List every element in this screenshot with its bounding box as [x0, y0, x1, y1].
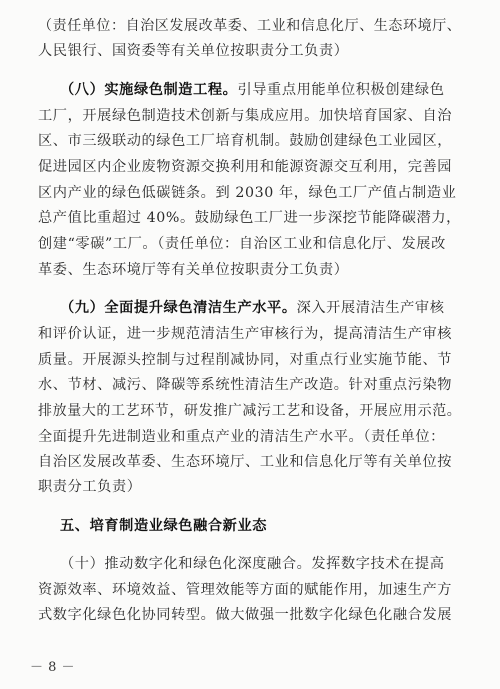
paragraph-text: 深入开展清洁生产审核	[296, 300, 445, 316]
text-line: 自治区发展改革委、生态环境厅、工业和信息化厅等有关单位按	[38, 454, 453, 470]
section-heading: （八）实施绿色制造工程。	[60, 82, 238, 98]
section-heading: 五、培育制造业绿色融合新业态	[60, 518, 268, 534]
text-line: 排放量大的工艺环节，研发推广减污工艺和设备，开展应用示范。	[38, 403, 462, 419]
text-line: 总产值比重超过 40%。鼓励绿色工厂进一步深挖节能降碳潜力，	[38, 210, 461, 226]
text-line: 促进园区内企业废物资源交换利用和能源资源交互利用，完善园	[38, 159, 453, 175]
text-line: 人民银行、国资委等有关单位按职责分工负责）	[38, 43, 349, 59]
text-line: 区、市三级联动的绿色工厂培育机制。鼓励创建绿色工业园区，	[38, 133, 453, 149]
text-line: 水、节材、减污、降碳等系统性清洁生产改造。针对重点污染物	[38, 377, 453, 393]
text-line	[60, 516, 466, 536]
text-line: 创建“零碳”工厂。（责任单位：自治区工业和信息化厅、发展改	[38, 236, 446, 252]
text-line: 区内产业的绿色低碳链条。到 2030 年，绿色工厂产值占制造业	[38, 185, 457, 201]
text-line: 质量。开展源头控制与过程削减协同，对重点行业实施节能、节	[38, 352, 453, 368]
text-line: （责任单位：自治区发展改革委、工业和信息化厅、生态环境厅、	[38, 18, 462, 34]
text-line: （十）推动数字化和绿色化深度融合。发挥数字技术在提高	[60, 556, 445, 572]
text-line: 工厂，开展绿色制造技术创新与集成应用。加快培育国家、自治	[38, 108, 453, 124]
text-line	[60, 80, 466, 100]
text-line: 职责分工负责）	[38, 479, 142, 495]
text-line: 全面提升先进制造业和重点产业的清洁生产水平。（责任单位：	[38, 429, 445, 445]
text-line: 和评价认证，进一步规范清洁生产审核行为，提高清洁生产审核	[38, 326, 453, 342]
text-line	[60, 298, 466, 318]
text-line: 式数字化绿色化协同转型。做大做强一批数字化绿色化融合发展	[38, 607, 453, 623]
paragraph-text: 引导重点用能单位积极创建绿色	[237, 82, 445, 98]
text-line: 革委、生态环境厅等有关单位按职责分工负责）	[38, 262, 349, 278]
page-number: － 8 －	[30, 660, 76, 675]
text-line: 资源效率、环境效益、管理效能等方面的赋能作用，加速生产方	[38, 582, 453, 598]
section-heading: （九）全面提升绿色清洁生产水平。	[60, 300, 297, 316]
